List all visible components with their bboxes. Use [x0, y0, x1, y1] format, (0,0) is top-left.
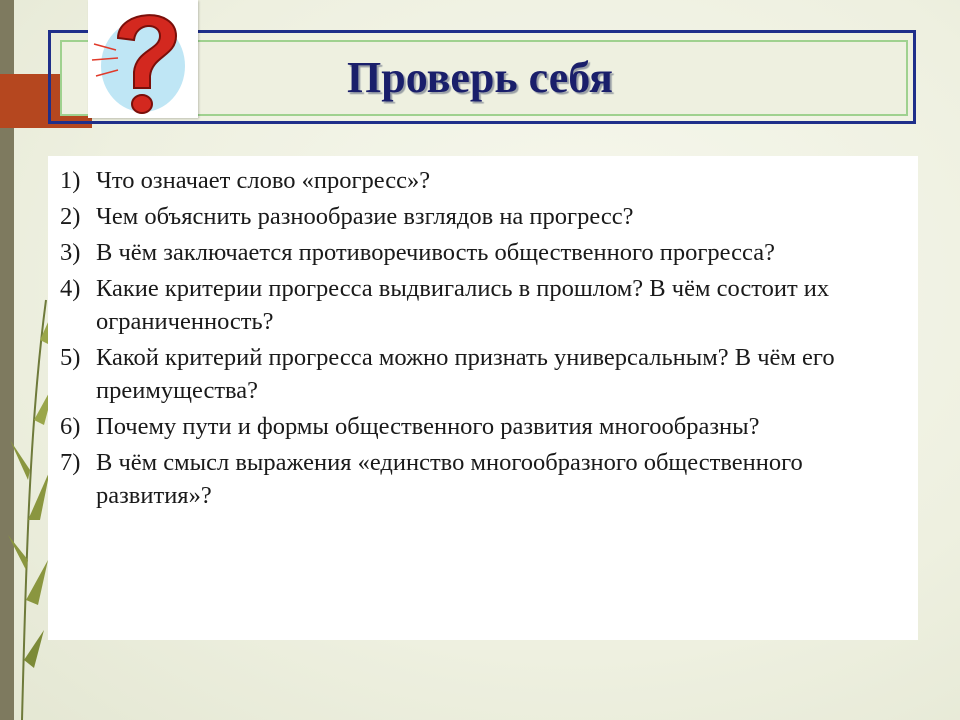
- question-number: 4): [60, 275, 81, 302]
- question-item-6: [60, 410, 910, 443]
- question-number: 3): [60, 239, 81, 266]
- page-title: Проверь себя: [347, 53, 613, 102]
- question-item-7: [60, 446, 910, 512]
- question-text: Что означает слово «прогресс»?: [96, 167, 431, 194]
- questions-list: [60, 164, 910, 515]
- question-item-1: [60, 164, 910, 197]
- question-item-5: [60, 341, 910, 407]
- question-text: Какой критерий прогресса можно признать универсальным? В чём его преимущества?: [96, 344, 835, 404]
- question-item-4: [60, 272, 910, 338]
- question-text: Чем объяснить разнообразие взглядов на прогресс?: [96, 203, 634, 230]
- question-item-3: [60, 236, 910, 269]
- question-number: 1): [60, 167, 81, 194]
- question-number: 6): [60, 413, 81, 440]
- question-text: Какие критерии прогресса выдвигались в прошлом? В чём состоит их ограниченность?: [96, 275, 830, 335]
- question-text: В чём заключается противоречивость общественного прогресса?: [96, 239, 775, 266]
- question-item-2: [60, 200, 910, 233]
- question-number: 7): [60, 449, 81, 476]
- question-text: В чём смысл выражения «единство многообразного общественного развития»?: [96, 449, 803, 509]
- question-text: Почему пути и формы общественного развития многообразны?: [96, 413, 760, 440]
- question-number: 2): [60, 203, 81, 230]
- question-number: 5): [60, 344, 81, 371]
